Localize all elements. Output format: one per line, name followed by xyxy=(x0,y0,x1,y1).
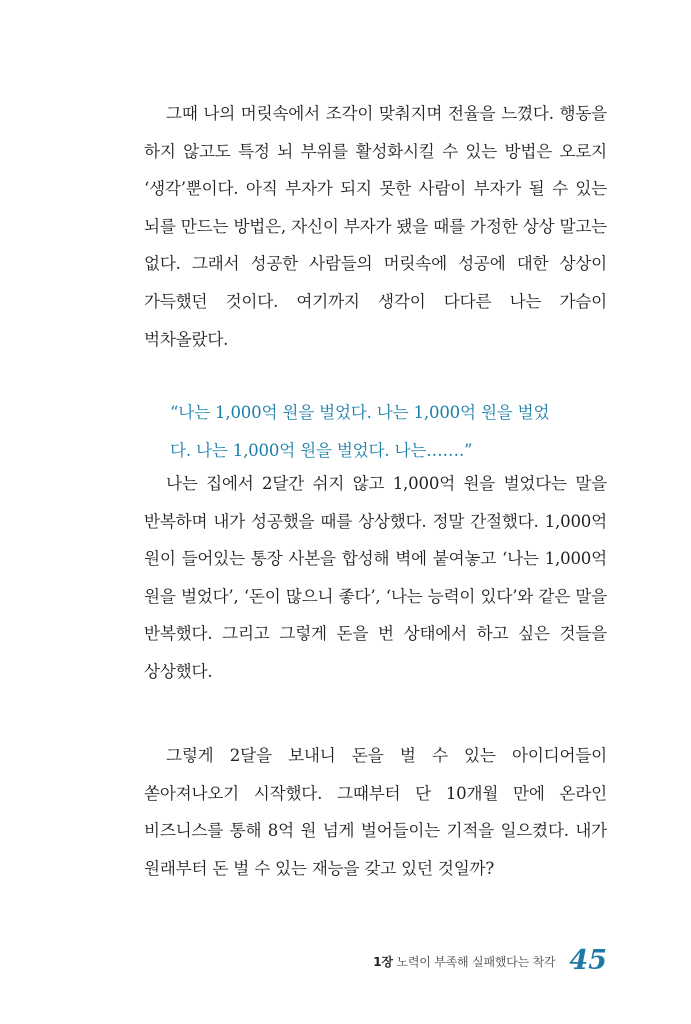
chapter-title: 노력이 부족해 실패했다는 착각 xyxy=(396,954,556,969)
page-footer xyxy=(373,946,607,976)
running-footer-chapter xyxy=(373,953,555,970)
body-paragraph-2: 나는 집에서 2달간 쉬지 않고 1,000억 원을 벌었다는 말을 반복하며 내가 성공했을 때를 상상했다. 정말 간절했다. 1,000억 원이 들어있는 통장 사본을 합성해 벽에 붙여놓고 ‘나는 1,000억 원을 벌었다’, ‘돈이 많으니 좋다’, ‘나는 능력이 있다’와 같은 말을 반복했다. 그리고 그렇게 돈을 번 상태에서 하고 싶은 것들을 상상했다. xyxy=(144,474,607,681)
pull-quote-line-1: “나는 1,000억 원을 벌었다. 나는 1,000억 원을 벌었 xyxy=(170,403,550,422)
body-paragraph-1: 그때 나의 머릿속에서 조각이 맞춰지며 전율을 느꼈다. 행동을 하지 않고도 특정 뇌 부위를 활성화시킬 수 있는 방법은 오로지 ‘생각’뿐이다. 아직 부자가 되지 못한 사람이 부자가 될 수 있는 뇌를 만드는 방법은, 자신이 부자가 됐을 때를 가정한 상상 말고는 없다. 그래서 성공한 사람들의 머릿속에 성공에 대한 상상이 가득했던 것이다. 여기까지 생각이 다다른 나는 가슴이 벅차올랐다. xyxy=(144,104,607,349)
chapter-number: 1장 xyxy=(373,954,393,969)
pull-quote-line-2: 다. 나는 1,000억 원을 벌었다. 나는…….” xyxy=(170,440,473,460)
pull-quote xyxy=(170,394,600,469)
page-number: 45 xyxy=(569,945,607,976)
body-paragraph-3: 그렇게 2달을 보내니 돈을 벌 수 있는 아이디어들이 쏟아져나오기 시작했다. 그때부터 단 10개월 만에 온라인 비즈니스를 통해 8억 원 넘게 벌어들이는 기적을 일으켰다. 내가 원래부터 돈 벌 수 있는 재능을 갖고 있던 것일까? xyxy=(144,746,607,878)
